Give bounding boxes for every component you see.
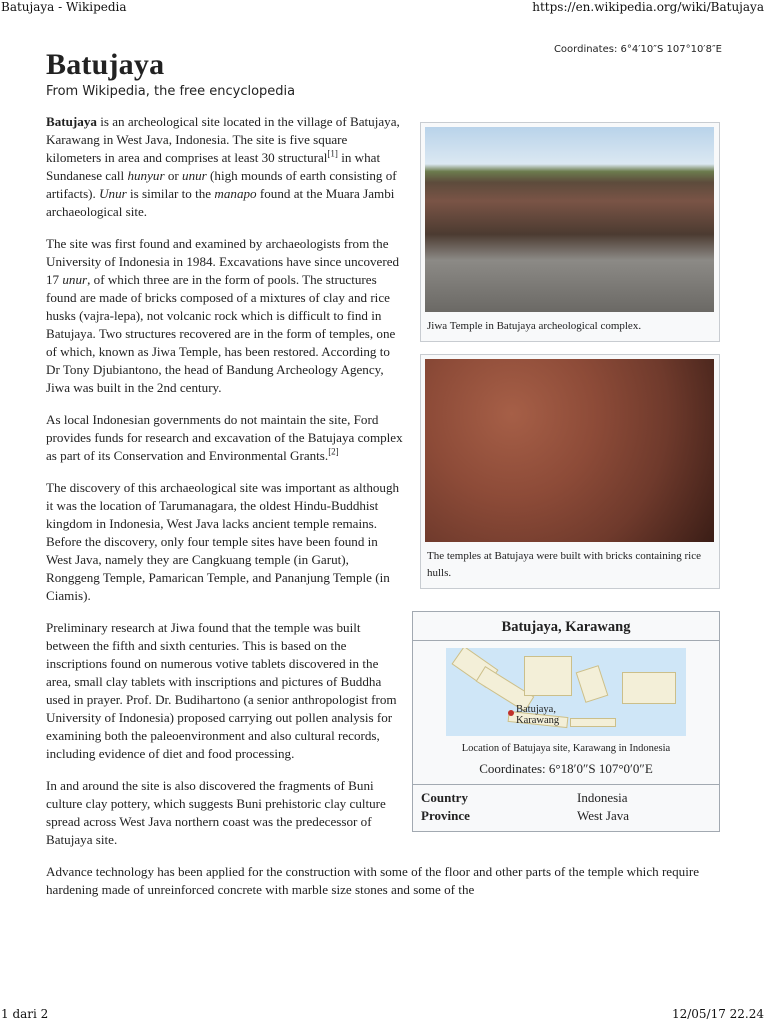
map-label: Batujaya, Karawang [516,704,560,726]
infobox-coordinates[interactable]: Coordinates: 6°18′0″S 107°0′0″E [413,758,719,785]
infobox-key: Province [421,808,470,823]
paragraph-research: Preliminary research at Jiwa found that the temple was built between the fifth and sixth centuries. This is based on the inscriptions found on numerous votive tablets discovered in the area, small clay tablets with inscriptions and pictures of Buddha used in prayer. Prof. Dr. Budihartono (a senior anthropologist from University of Indonesia) proposed carrying out pollen analysis for examining both the paleoenvironment and also cultural records, including evidence of diet and food processing. [46,620,397,761]
paragraph-intro: Batujaya is an archeological site located in the village of Batujaya, Karawang in West Java, Indonesia. The site is five square kilometers in area and comprises at least 30 structural[1] in what Sundanese call hunyur or unur (high mounds of earth consisting of artifacts). Unur is similar to the manapo found at the Muara Jambi archaeological site. [46,114,400,219]
map-caption: Location of Batujaya site, Karawang in Indonesia [461,743,671,754]
reference-link[interactable]: [2] [328,446,339,457]
infobox-row [413,789,719,807]
location-map[interactable] [446,648,686,736]
figure-caption: The temples at Batujaya were built with bricks containing rice hulls. [427,550,701,579]
page-title: Batujaya [46,48,165,81]
infobox-value[interactable]: West Java [577,808,630,823]
infobox-title: Batujaya, Karawang [413,612,719,641]
location-marker-icon [508,710,514,716]
article-body [46,113,732,913]
print-timestamp: 12/05/17 22.24 [671,1007,764,1021]
infobox-value[interactable]: Indonesia [577,790,628,805]
infobox-key: Country [421,790,468,805]
brick-photo[interactable] [425,359,714,542]
figure-bricks [420,354,720,589]
paragraph-funding: As local Indonesian governments do not maintain the site, Ford provides funds for research and excavation of the Batujaya complex as part of its Conservation and Environmental Grants.[2] [46,412,403,463]
title-coordinates[interactable]: Coordinates: 6°4′10″S 107°10′8″E [553,44,722,55]
reference-link[interactable]: [1] [327,148,338,159]
page-number: 1 dari 2 [1,1007,49,1021]
jiwa-temple-photo[interactable] [425,127,714,312]
infobox [412,611,720,832]
paragraph-importance: The discovery of this archaeological site was important as although it was the location of Tarumanagara, the oldest Hindu-Buddhist kingdom in Indonesia, West Java lacks ancient temple remains. Before the discovery, only four temple sites have been found in West Java, namely they are Cangkuang temple (in Garut), Ronggeng Temple, Pamarican Temple, and Pananjung Temple (in Ciamis). [46,480,400,603]
infobox-row [413,807,719,825]
infobox-table [413,789,719,825]
paragraph-buni: In and around the site is also discovered the fragments of Buni culture clay pottery, which suggests Buni prehistoric clay culture spread across West Java northern coast was the predecessor of Batujaya site. [46,778,386,847]
figure-caption: Jiwa Temple in Batujaya archeological complex. [427,320,642,332]
paragraph-technology: Advance technology has been applied for the construction with some of the floor and other parts of the temple which require hardening made of unreinforced concrete with marble size stones and some of the [46,864,700,897]
browser-url[interactable]: https://en.wikipedia.org/wiki/Batujaya [532,0,764,14]
browser-page-title: Batujaya - Wikipedia [1,0,127,14]
tagline: From Wikipedia, the free encyclopedia [46,84,296,99]
figure-jiwa-temple [420,122,720,342]
paragraph-discovery: The site was first found and examined by archaeologists from the University of Indonesia in 1984. Excavations have since uncovered 17 unur, of which three are in the form of pools. The structures found are made of bricks composed of a mixtures of clay and rice husks (vajra-lepa), not volcanic rock which is difficult to find in Batujaya. Two structures recovered are in the form of temples, one of which, known as Jiwa Temple, has been restored. According to Dr Tony Djubiantono, the head of Bandung Archeology Agency, Jiwa was built in the 2nd century. [46,236,400,395]
right-column [412,113,732,842]
